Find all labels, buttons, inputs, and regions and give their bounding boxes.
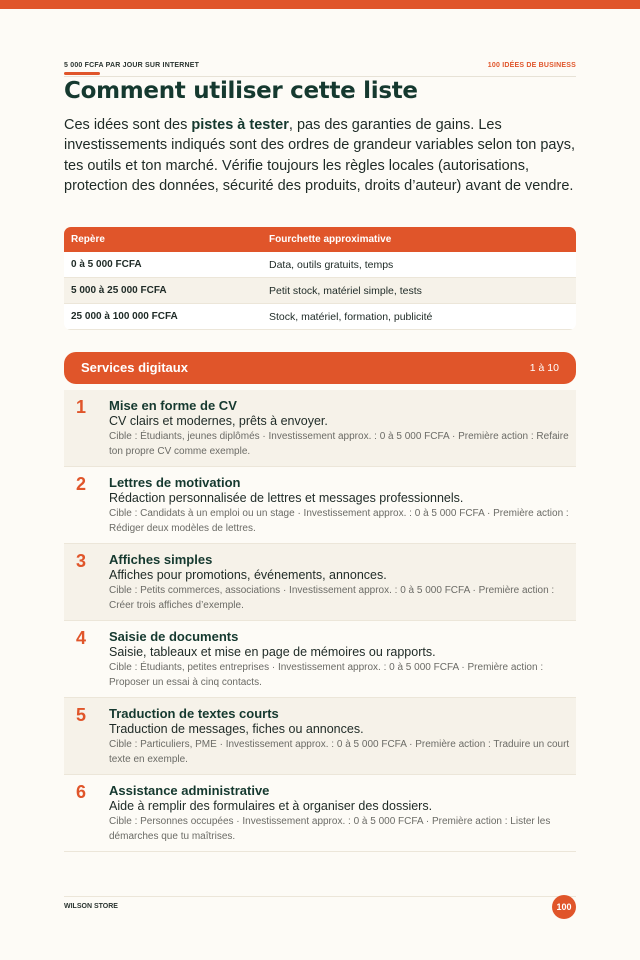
list-item: [64, 698, 576, 775]
table-row: [64, 252, 576, 278]
footer-brand: WILSON STORE: [64, 903, 118, 910]
section-banner: [64, 352, 576, 384]
item-description: Traduction de messages, fiches ou annonces.: [109, 722, 364, 736]
item-title: Saisie de documents: [109, 629, 239, 644]
table-cell-fourchette: Stock, matériel, formation, publicité: [269, 310, 433, 323]
table-cell-fourchette: Data, outils gratuits, temps: [269, 258, 394, 271]
table-cell-repere: 25 000 à 100 000 FCFA: [71, 311, 178, 322]
intro-text-end: , pas des garanties de gains. Les investissements indiqués sont des ordres de grandeur variables selon ton pays, tes outils et ton marché. Vérifie toujours les règles locales (autorisations, protection des données, sécurité des produits, droits d’auteur) avant de vendre.: [64, 117, 576, 194]
item-number: 1: [76, 397, 87, 417]
item-description: Rédaction personnalisée de lettres et messages professionnels.: [109, 491, 464, 505]
top-accent-bar: [0, 0, 640, 9]
section-range: 1 à 10: [529, 362, 559, 374]
running-title: 5 000 FCFA PAR JOUR SUR INTERNET: [64, 62, 200, 69]
item-description: Aide à remplir des formulaires et à organiser des dossiers.: [109, 799, 433, 813]
intro-text-start: Ces idées sont des: [64, 117, 192, 133]
header-accent-line: [64, 72, 100, 75]
item-title: Mise en forme de CV: [109, 398, 237, 413]
list-item: [64, 390, 576, 467]
item-number: 4: [76, 628, 87, 648]
item-title: Assistance administrative: [109, 783, 270, 798]
item-description: Saisie, tableaux et mise en page de mémoires ou rapports.: [109, 645, 436, 659]
table-cell-fourchette: Petit stock, matériel simple, tests: [269, 284, 422, 297]
budget-reference-table: [64, 227, 576, 330]
column-header-fourchette: Fourchette approximative: [269, 234, 392, 245]
ideas-list: [64, 390, 576, 852]
item-meta: Cible : Petits commerces, associations · Investissement approx. : 0 à 5 000 FCFA · Première action : Créer trois affiches d’exemple.: [109, 585, 555, 611]
section-title: Services digitaux: [81, 360, 188, 375]
page-number-badge: 100: [552, 895, 576, 919]
item-number: 6: [76, 782, 87, 802]
item-number: 3: [76, 551, 87, 571]
item-description: CV clairs et modernes, prêts à envoyer.: [109, 414, 328, 428]
intro-emphasis: pistes à tester: [191, 117, 289, 133]
table-cell-repere: 5 000 à 25 000 FCFA: [71, 285, 167, 296]
table-row: [64, 304, 576, 330]
list-item: [64, 775, 576, 852]
item-number: 5: [76, 705, 87, 725]
table-header-row: [64, 227, 576, 252]
list-item: [64, 467, 576, 544]
item-meta: Cible : Personnes occupées · Investissement approx. : 0 à 5 000 FCFA · Première action : Lister les démarches que tu maîtrises.: [109, 816, 551, 842]
item-title: Traduction de textes courts: [109, 706, 279, 721]
footer-divider: [64, 896, 576, 897]
item-number: 2: [76, 474, 87, 494]
item-meta: Cible : Candidats à un emploi ou un stage · Investissement approx. : 0 à 5 000 FCFA · Première action : Rédiger deux modèles de lettres.: [109, 508, 569, 534]
list-item: [64, 544, 576, 621]
list-item: [64, 621, 576, 698]
table-cell-repere: 0 à 5 000 FCFA: [71, 259, 142, 270]
item-title: Affiches simples: [109, 552, 213, 567]
page-header: [64, 60, 576, 76]
item-description: Affiches pour promotions, événements, annonces.: [109, 568, 387, 582]
column-header-repere: Repère: [71, 234, 105, 245]
item-title: Lettres de motivation: [109, 475, 241, 490]
intro-paragraph: [64, 115, 578, 196]
table-row: [64, 278, 576, 304]
item-meta: Cible : Particuliers, PME · Investissement approx. : 0 à 5 000 FCFA · Première action : Traduire un court texte en exemple.: [109, 739, 570, 765]
item-meta: Cible : Étudiants, jeunes diplômés · Investissement approx. : 0 à 5 000 FCFA · Première action : Refaire ton propre CV comme exemple.: [109, 431, 569, 457]
header-divider: [64, 76, 576, 77]
book-title: 100 IDÉES DE BUSINESS: [487, 62, 576, 69]
item-meta: Cible : Étudiants, petites entreprises · Investissement approx. : 0 à 5 000 FCFA · Première action : Proposer un essai à cinq contacts.: [109, 662, 544, 688]
page-title: Comment utiliser cette liste: [64, 78, 418, 104]
